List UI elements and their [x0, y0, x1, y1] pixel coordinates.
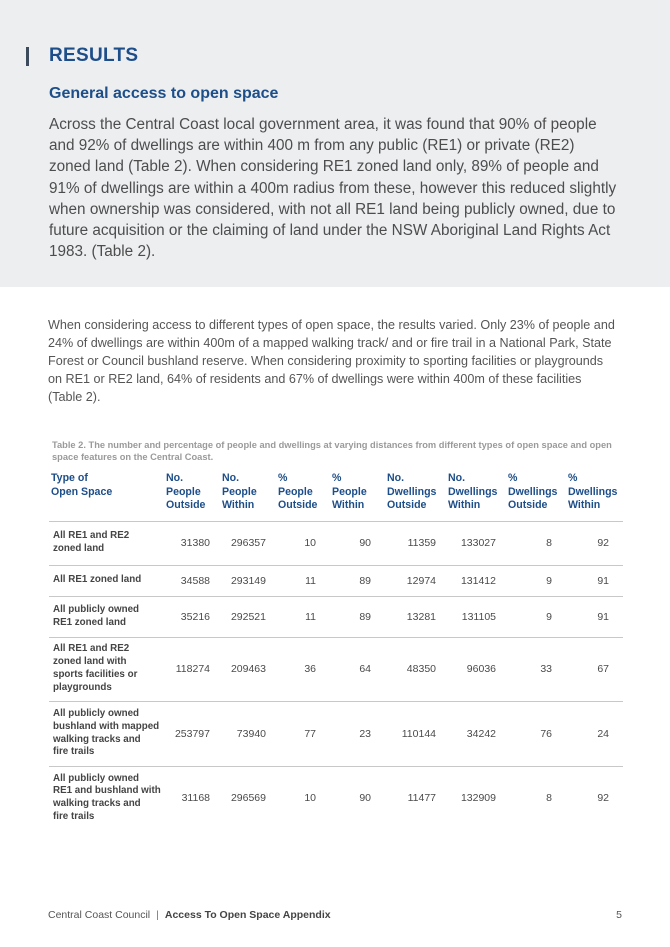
- table-row: [49, 521, 623, 565]
- footer-org: Central Coast Council: [48, 909, 151, 921]
- table-row: [49, 637, 623, 701]
- cell-value: 92: [566, 521, 623, 565]
- header-type-of-open-space: Type of Open Space: [49, 470, 164, 521]
- table-row: [49, 766, 623, 830]
- header-pct-dwellings-within: % Dwellings Within: [566, 470, 623, 521]
- cell-value: 296569: [230, 792, 266, 805]
- cell-value: 11477: [407, 792, 436, 805]
- cell-value: 110144: [385, 701, 446, 766]
- cell-value: 292521: [220, 596, 276, 637]
- table-header-row: [49, 470, 623, 521]
- cell-value: 34242: [446, 701, 506, 766]
- header-pct-people-outside: % People Outside: [276, 470, 330, 521]
- body-paragraph: When considering access to different types of open space, the results varied. Only 23% of people and 24% of dwellings are within 400m of a mapped walking track/ and or fire trail in a National Park, State Forest or Council bushland reserve. When considering proximity to sporting facilities or playgrounds on RE1 or RE2 land, 64% of residents and 67% of dwellings were within 400m of these facilities (Table 2).: [48, 318, 615, 404]
- cell-value: 132909: [460, 792, 496, 805]
- cell-value: 11: [276, 596, 330, 637]
- cell-value: 48350: [385, 637, 446, 701]
- cell-value: 9: [506, 565, 566, 596]
- results-heading: RESULTS: [49, 45, 139, 66]
- cell-value: 12974: [385, 565, 446, 596]
- cell-value: 296357: [220, 521, 276, 565]
- cell-value: 9: [506, 596, 566, 637]
- cell-value: 293149: [220, 565, 276, 596]
- cell-value: 31168: [181, 792, 210, 805]
- cell-value: 253797: [164, 701, 220, 766]
- cell-value: 118274: [164, 637, 220, 701]
- cell-value: 31380: [164, 521, 220, 565]
- cell-value: 73940: [220, 701, 276, 766]
- cell-value: 89: [330, 596, 385, 637]
- cell-value: 89: [330, 565, 385, 596]
- footer-doc-title: Access To Open Space Appendix: [164, 909, 331, 921]
- header-no-dwellings-within: No. Dwellings Within: [446, 470, 506, 521]
- sub-heading: General access to open space: [49, 85, 279, 102]
- cell-value: 33: [506, 637, 566, 701]
- cell-value: 23: [330, 701, 385, 766]
- row-label: All publicly owned bushland with mapped walking tracks and fire trails: [49, 701, 164, 766]
- row-label: All publicly owned RE1 zoned land: [49, 596, 164, 637]
- row-label: All RE1 and RE2 zoned land: [49, 521, 164, 565]
- cell-value: 64: [330, 637, 385, 701]
- row-label: All RE1 and RE2 zoned land with sports facilities or playgrounds: [49, 637, 164, 701]
- table-row: [49, 596, 623, 637]
- cell-value: 91: [566, 565, 623, 596]
- header-pct-people-within: % People Within: [330, 470, 385, 521]
- results-table: [49, 470, 623, 830]
- cell-value: 11: [276, 565, 330, 596]
- cell-value: 90: [359, 792, 371, 805]
- cell-value: 77: [276, 701, 330, 766]
- header-no-people-within: No. People Within: [220, 470, 276, 521]
- cell-value: 209463: [220, 637, 276, 701]
- cell-value: 8: [506, 521, 566, 565]
- cell-value: 13281: [385, 596, 446, 637]
- heading-accent-bar: [26, 47, 29, 66]
- cell-value: 133027: [446, 521, 506, 565]
- cell-value: 131412: [446, 565, 506, 596]
- cell-value: 76: [506, 701, 566, 766]
- cell-value: 131105: [446, 596, 506, 637]
- cell-value: 10: [276, 521, 330, 565]
- cell-value: 90: [330, 521, 385, 565]
- cell-value: 24: [566, 701, 623, 766]
- row-label: All publicly owned RE1 and bushland with walking tracks and fire trails: [53, 772, 161, 823]
- cell-value: 34588: [164, 565, 220, 596]
- table-row: [49, 565, 623, 596]
- header-no-dwellings-outside: No. Dwellings Outside: [385, 470, 446, 521]
- table-caption: Table 2. The number and percentage of people and dwellings at varying distances from different types of open space and open space features on the Central Coast.: [52, 440, 612, 462]
- table-row: [49, 701, 623, 766]
- cell-value: 11359: [385, 521, 446, 565]
- cell-value: 91: [566, 596, 623, 637]
- cell-value: 96036: [446, 637, 506, 701]
- header-no-people-outside: No. People Outside: [164, 470, 220, 521]
- header-pct-dwellings-outside: % Dwellings Outside: [506, 470, 566, 521]
- intro-paragraph: Across the Central Coast local government area, it was found that 90% of people and 92% of dwellings are within 400 m from any public (RE1) or private (RE2) zoned land (Table 2). When considering RE1 zoned land only, 89% of people and 91% of dwellings are within a 400m radius from these, however this reduced slightly when ownership was considered, with not all RE1 land being publicly owned, due to future acquisition or the claiming of land under the NSW Aboriginal Land Rights Act 1983. (Table 2).: [49, 116, 617, 261]
- cell-value: 10: [304, 792, 316, 805]
- cell-value: 35216: [164, 596, 220, 637]
- cell-value: 36: [276, 637, 330, 701]
- cell-value: 67: [566, 637, 623, 701]
- page-footer: [48, 909, 331, 921]
- page-number: 5: [616, 909, 622, 921]
- cell-value: 8: [546, 792, 552, 805]
- row-label: All RE1 zoned land: [49, 565, 164, 596]
- cell-value: 92: [597, 792, 609, 805]
- footer-separator: |: [156, 909, 159, 921]
